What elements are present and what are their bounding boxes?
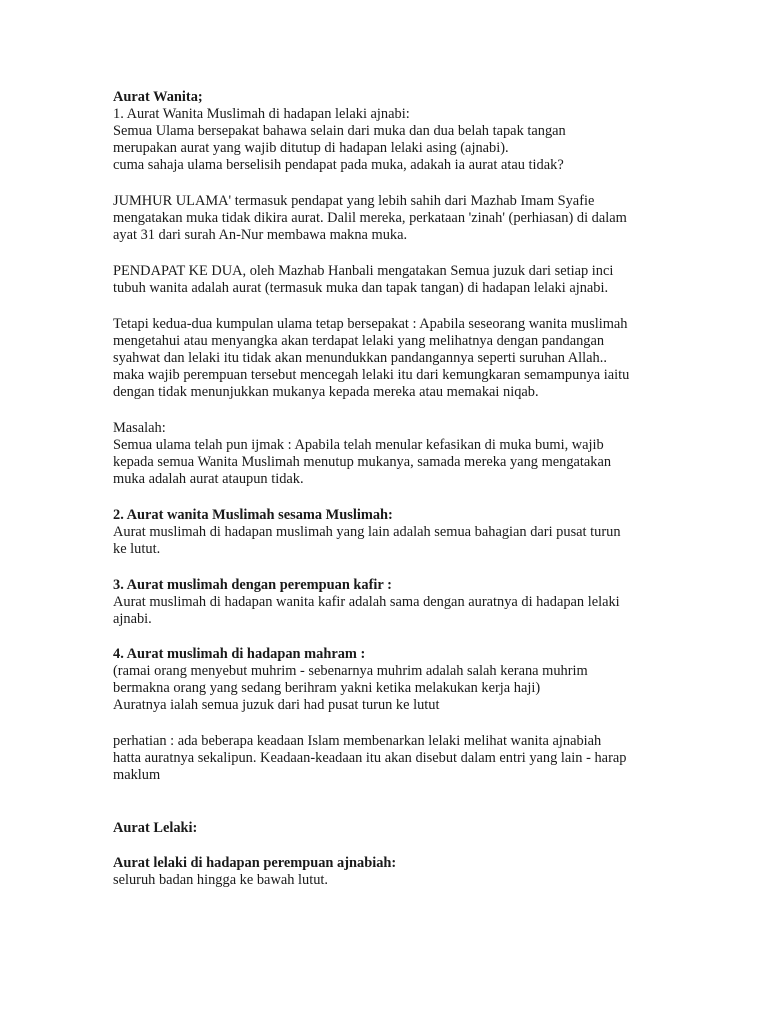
section-heading: Aurat Lelaki:: [113, 820, 198, 836]
text-line: merupakan aurat yang wajib ditutup di hadapan lelaki asing (ajnabi).: [113, 140, 509, 156]
text-line: mengetahui atau menyangka akan terdapat lelaki yang melihatnya dengan pandangan: [113, 333, 605, 349]
text-line: seluruh badan hingga ke bawah lutut.: [113, 872, 329, 888]
paragraph-pendapat-ke-dua: [113, 263, 673, 297]
text-line: syahwat dan lelaki itu tidak akan menundukkan pandangannya seperti suruhan Allah..: [113, 350, 607, 366]
section-heading: Aurat lelaki di hadapan perempuan ajnabiah:: [113, 855, 397, 871]
text-line: PENDAPAT KE DUA, oleh Mazhab Hanbali mengatakan Semua juzuk dari setiap inci: [113, 263, 614, 279]
section-heading: 2. Aurat wanita Muslimah sesama Muslimah:: [113, 507, 393, 523]
text-line: Aurat muslimah di hadapan wanita kafir adalah sama dengan auratnya di hadapan lelaki: [113, 594, 620, 610]
text-line: ke lutut.: [113, 541, 161, 557]
text-line: dengan tidak menunjukkan mukanya kepada mereka atau memakai niqab.: [113, 384, 539, 400]
section-heading: 3. Aurat muslimah dengan perempuan kafir :: [113, 577, 392, 593]
text-line: bermakna orang yang sedang berihram yakni ketika melakukan kerja haji): [113, 680, 541, 696]
text-line: Auratnya ialah semua juzuk dari had pusat turun ke lutut: [113, 697, 440, 713]
section-subheading: 1. Aurat Wanita Muslimah di hadapan lelaki ajnabi:: [113, 106, 410, 122]
section-lelaki-ajnabiah: [113, 855, 673, 889]
section-aurat-lelaki: [113, 820, 673, 837]
paragraph-kedua-kumpulan: [113, 316, 673, 401]
section-sesama-muslimah: [113, 507, 673, 558]
text-line: maklum: [113, 767, 161, 783]
text-line: (ramai orang menyebut muhrim - sebenarnya muhrim adalah salah kerana muhrim: [113, 663, 588, 679]
text-line: hatta auratnya sekalipun. Keadaan-keadaan itu akan disebut dalam entri yang lain - harap: [113, 750, 627, 766]
text-line: perhatian : ada beberapa keadaan Islam membenarkan lelaki melihat wanita ajnabiah: [113, 733, 602, 749]
paragraph-jumhur-ulama: [113, 193, 673, 244]
paragraph-masalah: [113, 420, 673, 488]
section-aurat-wanita: [113, 89, 673, 174]
section-heading: 4. Aurat muslimah di hadapan mahram :: [113, 646, 366, 662]
text-line: kepada semua Wanita Muslimah menutup mukanya, samada mereka yang mengatakan: [113, 454, 612, 470]
text-line: Masalah:: [113, 420, 166, 436]
text-line: Aurat muslimah di hadapan muslimah yang lain adalah semua bahagian dari pusat turun: [113, 524, 621, 540]
text-line: ayat 31 dari surah An-Nur membawa makna muka.: [113, 227, 408, 243]
text-line: mengatakan muka tidak dikira aurat. Dalil mereka, perkataan 'zinah' (perhiasan) di dalam: [113, 210, 627, 226]
text-line: cuma sahaja ulama berselisih pendapat pada muka, adakah ia aurat atau tidak?: [113, 157, 564, 173]
text-line: Tetapi kedua-dua kumpulan ulama tetap bersepakat : Apabila seseorang wanita muslimah: [113, 316, 628, 332]
text-line: tubuh wanita adalah aurat (termasuk muka dan tapak tangan) di hadapan lelaki ajnabi.: [113, 280, 609, 296]
text-line: JUMHUR ULAMA' termasuk pendapat yang lebih sahih dari Mazhab Imam Syafie: [113, 193, 595, 209]
section-heading: Aurat Wanita;: [113, 89, 203, 105]
text-line: Semua ulama telah pun ijmak : Apabila telah menular kefasikan di muka bumi, wajib: [113, 437, 604, 453]
section-perempuan-kafir: [113, 577, 673, 628]
text-line: muka adalah aurat ataupun tidak.: [113, 471, 304, 487]
paragraph-perhatian: [113, 733, 673, 784]
section-mahram: [113, 646, 673, 714]
text-line: maka wajib perempuan tersebut mencegah lelaki itu dari kemungkaran semampunya iaitu: [113, 367, 630, 383]
text-line: Semua Ulama bersepakat bahawa selain dari muka dan dua belah tapak tangan: [113, 123, 566, 139]
text-line: ajnabi.: [113, 611, 152, 627]
